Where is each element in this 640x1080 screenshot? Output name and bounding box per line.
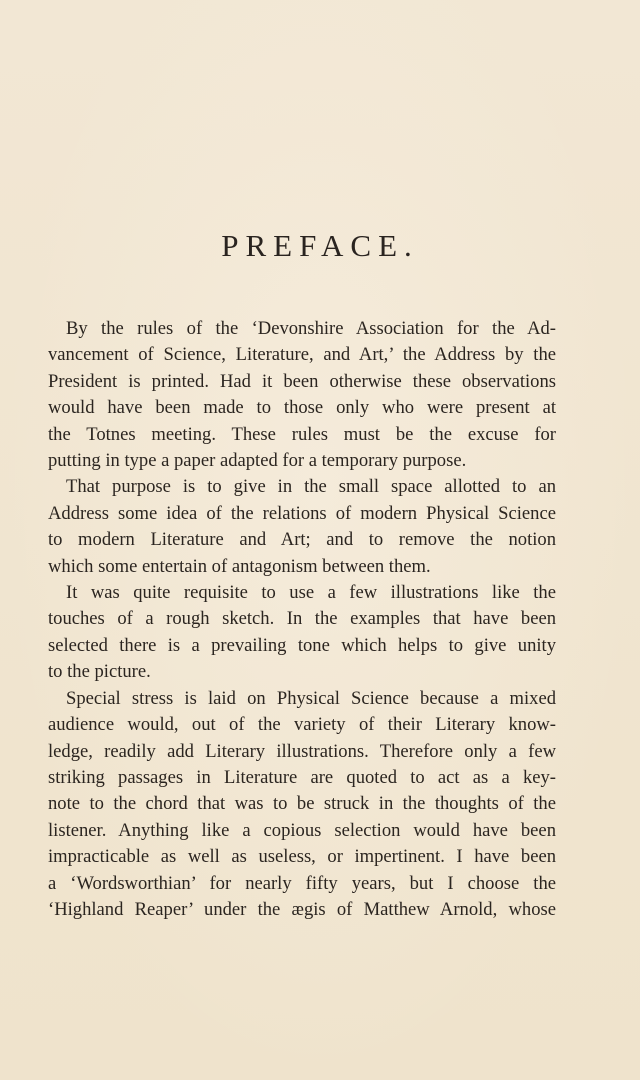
text-line: By the rules of the ‘Devonshire Association for the Ad- [66, 318, 556, 339]
text-line: to the picture. [48, 661, 151, 683]
text-line: selected there is a prevailing tone which helps to give unity [48, 634, 556, 656]
text-line: touches of a rough sketch. In the examples that have been [48, 608, 556, 630]
text-line: Address some idea of the relations of modern Physical Science [48, 502, 556, 524]
text-line: which some entertain of antagonism between them. [48, 555, 431, 577]
text-line: putting in type a paper adapted for a temporary purpose. [48, 450, 467, 472]
text-line: a ‘Wordsworthian’ for nearly fifty years, but I choose the [48, 872, 556, 894]
text-line: impracticable as well as useless, or impertinent. I have been [48, 846, 556, 868]
text-line: ledge, readily add Literary illustrations. Therefore only a few [48, 740, 556, 762]
text-line: note to the chord that was to be struck in the thoughts of the [48, 793, 556, 815]
text-line: would have been made to those only who were present at [48, 397, 556, 419]
text-line: It was quite requisite to use a few illustrations like the [66, 582, 556, 604]
text-line: President is printed. Had it been otherwise these observations [48, 370, 556, 392]
preface-body [48, 316, 556, 923]
text-line: ‘Highland Reaper’ under the ægis of Matthew Arnold, whose [48, 898, 556, 920]
page-heading: PREFACE. [221, 228, 419, 263]
text-line: That purpose is to give in the small space allotted to an [66, 476, 556, 498]
text-line: to modern Literature and Art; and to remove the notion [48, 529, 556, 551]
text-line: Special stress is laid on Physical Science because a mixed [66, 687, 556, 709]
text-line: listener. Anything like a copious selection would have been [48, 819, 556, 841]
text-line: the Totnes meeting. These rules must be the excuse for [48, 423, 556, 445]
text-line: audience would, out of the variety of their Literary know- [48, 714, 556, 736]
text-line: vancement of Science, Literature, and Art,’ the Address by the [48, 344, 556, 366]
text-line: striking passages in Literature are quoted to act as a key- [48, 766, 556, 788]
